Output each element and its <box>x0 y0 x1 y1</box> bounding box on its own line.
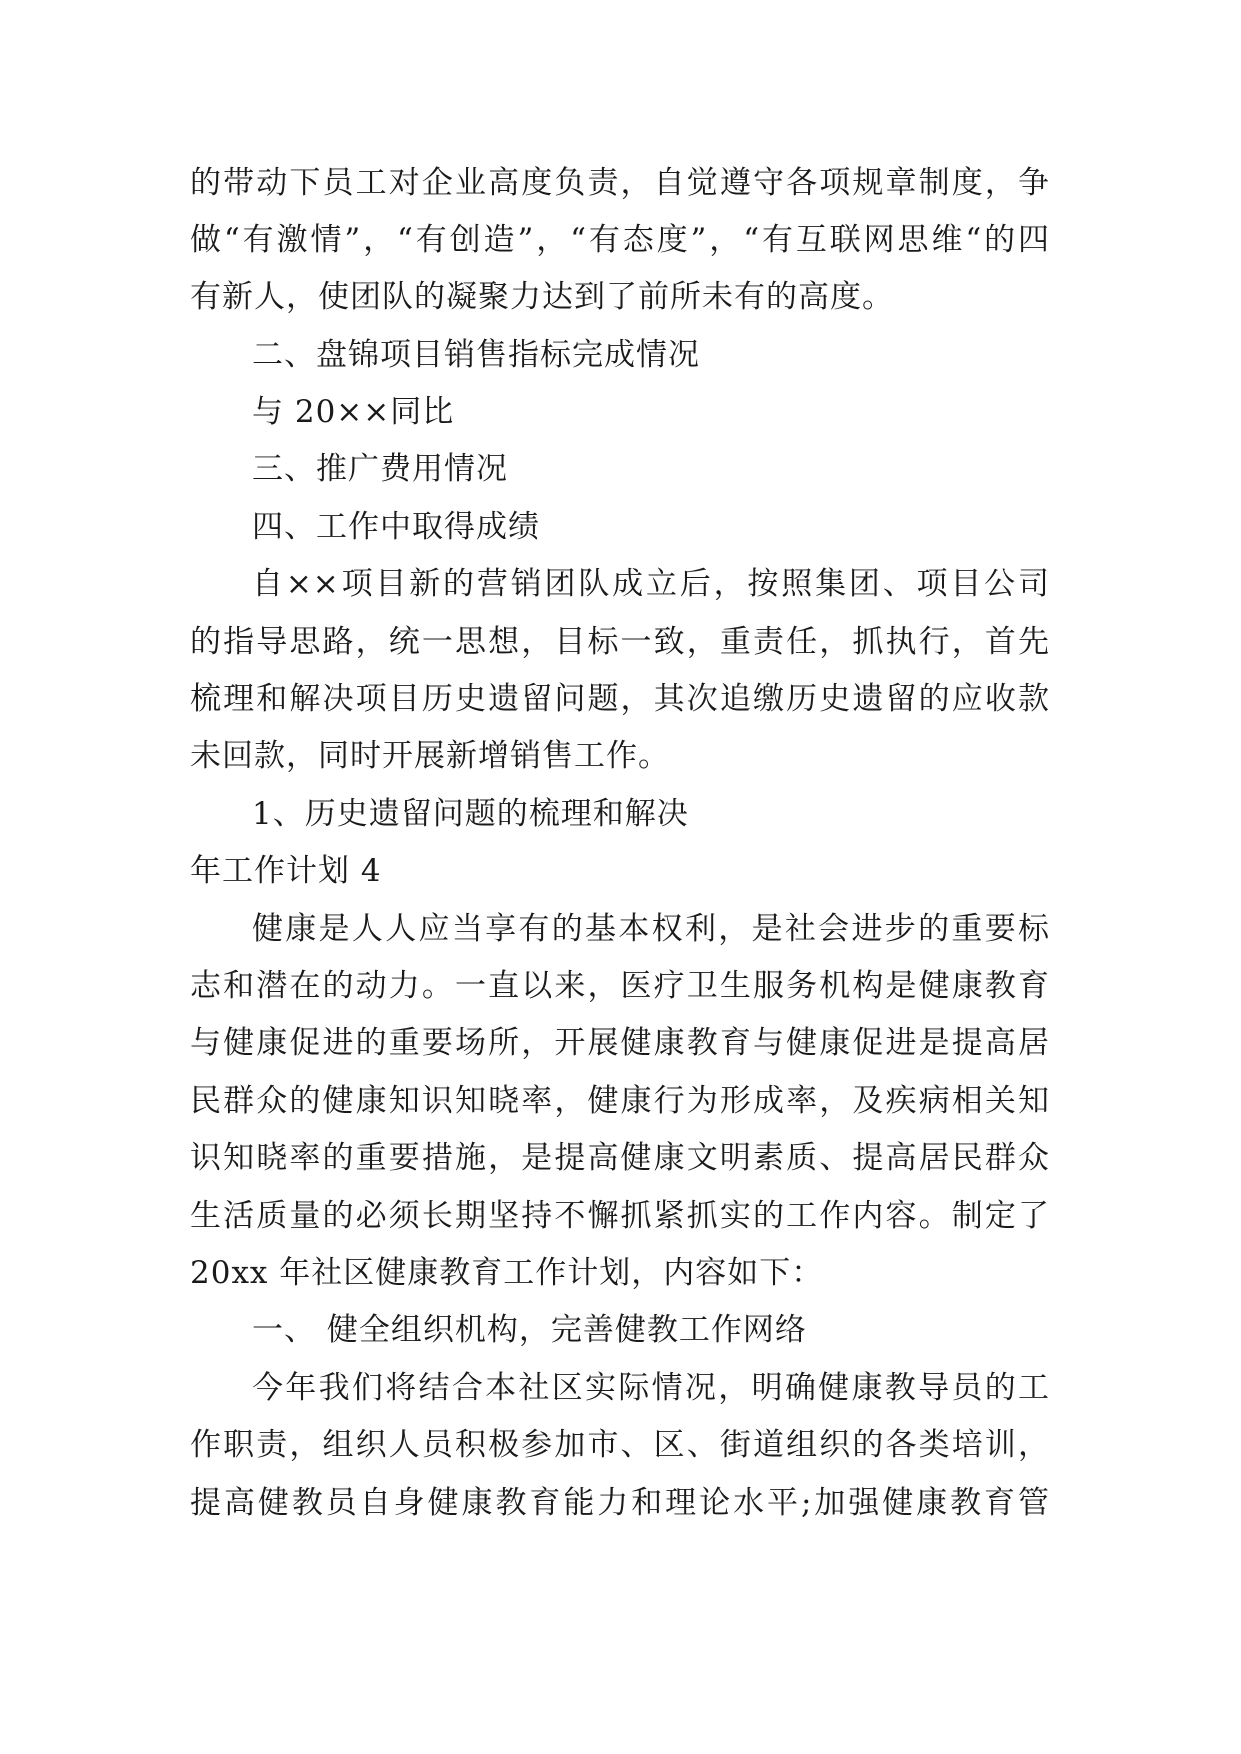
paragraph-line: 作职责，组织人员积极参加市、区、街道组织的各类培训， <box>190 1427 1050 1463</box>
section-heading: 四、工作中取得成绩 <box>252 509 540 545</box>
paragraph-line: 有新人，使团队的凝聚力达到了前所未有的高度。 <box>190 279 894 315</box>
section-heading: 一、 健全组织机构，完善健教工作网络 <box>252 1312 807 1348</box>
paragraph-line: 民群众的健康知识知晓率，健康行为形成率，及疾病相关知 <box>190 1083 1050 1119</box>
paragraph-line: 梳理和解决项目历史遗留问题，其次追缴历史遗留的应收款 <box>190 681 1050 717</box>
section-title: 年工作计划 4 <box>190 853 382 889</box>
paragraph-line: 志和潜在的动力。一直以来，医疗卫生服务机构是健康教育 <box>190 968 1050 1004</box>
paragraph-line: 与健康促进的重要场所，开展健康教育与健康促进是提高居 <box>190 1025 1050 1061</box>
paragraph-line: 未回款，同时开展新增销售工作。 <box>190 738 670 774</box>
paragraph-line: 今年我们将结合本社区实际情况，明确健康教导员的工 <box>252 1370 1050 1406</box>
paragraph-line: 健康是人人应当享有的基本权利，是社会进步的重要标 <box>252 911 1050 947</box>
paragraph-line: 的指导思路，统一思想，目标一致，重责任，抓执行，首先 <box>190 624 1050 660</box>
paragraph-line: 与 20××同比 <box>252 394 455 430</box>
paragraph-line: 识知晓率的重要措施，是提高健康文明素质、提高居民群众 <box>190 1140 1050 1176</box>
paragraph-line: 做“有激情”，“有创造”，“有态度”，“有互联网思维“的四 <box>190 222 1050 258</box>
paragraph-line: 自××项目新的营销团队成立后，按照集团、项目公司 <box>252 566 1050 602</box>
paragraph-line: 提高健教员自身健康教育能力和理论水平;加强健康教育管 <box>190 1485 1050 1521</box>
subsection-heading: 1、历史遗留问题的梳理和解决 <box>252 796 689 832</box>
paragraph-line: 20xx 年社区健康教育工作计划，内容如下： <box>190 1255 824 1291</box>
paragraph-line: 的带动下员工对企业高度负责，自觉遵守各项规章制度，争 <box>190 165 1050 201</box>
paragraph-line: 生活质量的必须长期坚持不懈抓紧抓实的工作内容。制定了 <box>190 1198 1050 1234</box>
section-heading: 三、推广费用情况 <box>252 451 508 487</box>
section-heading: 二、盘锦项目销售指标完成情况 <box>252 337 700 373</box>
